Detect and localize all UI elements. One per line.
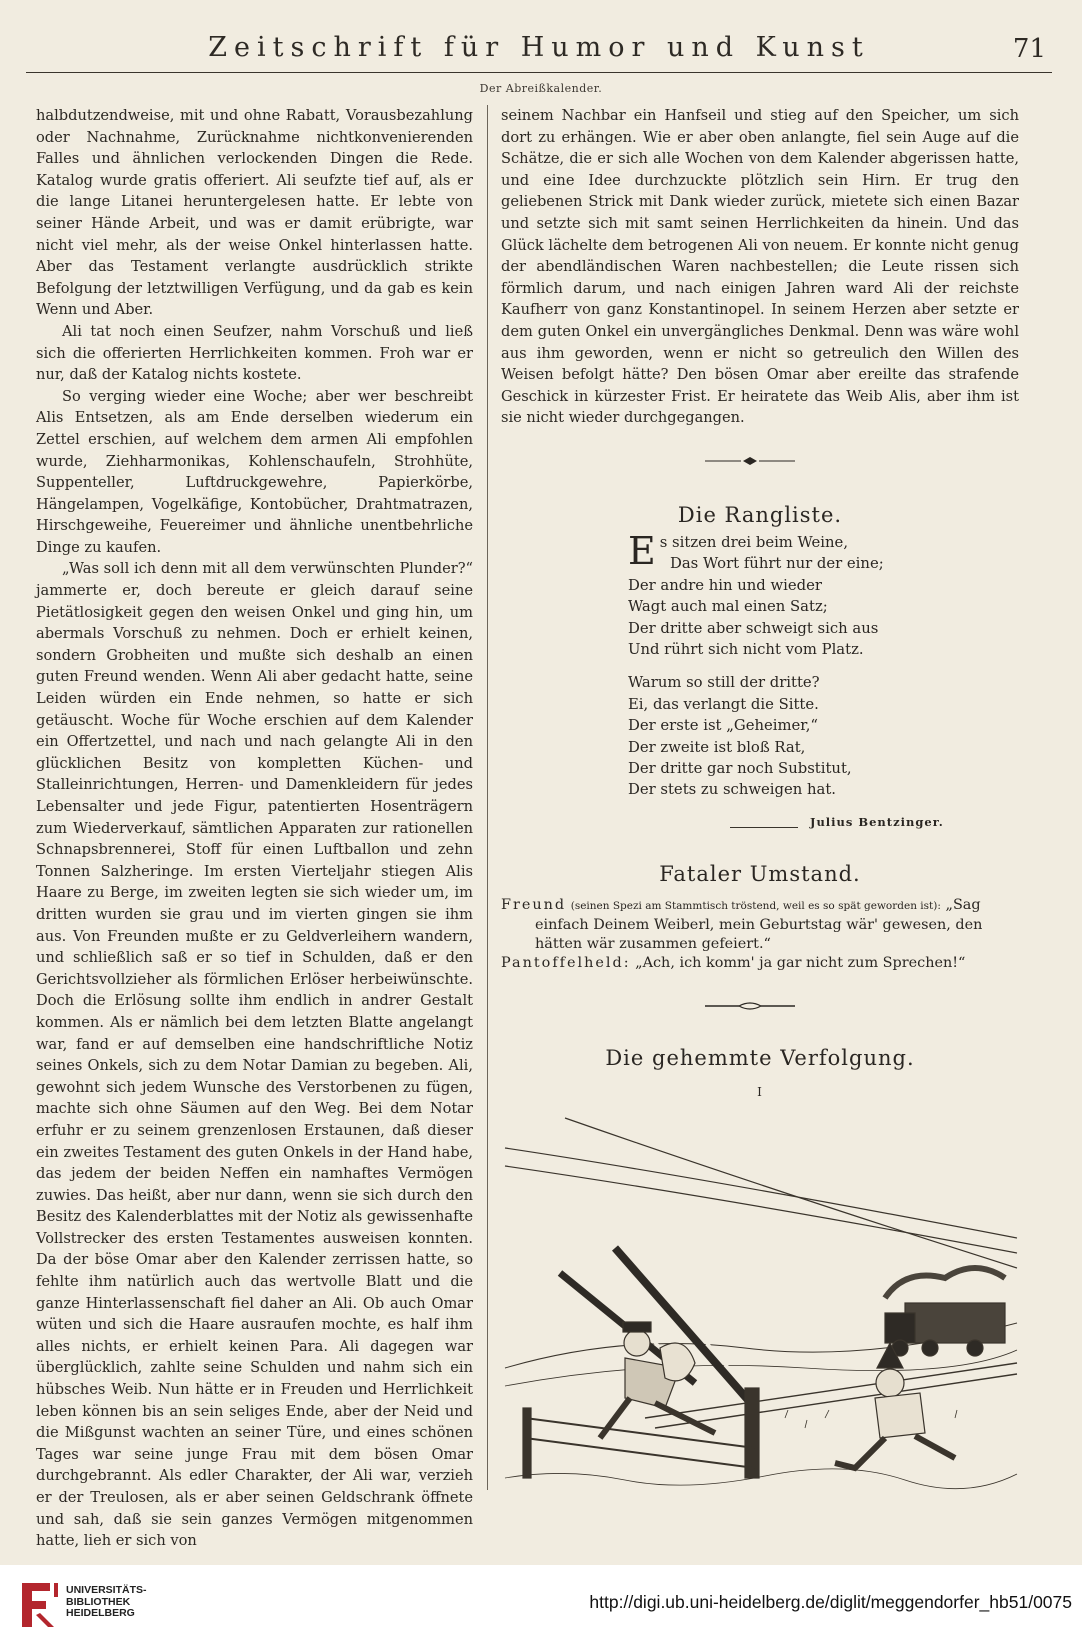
dialog-line-1: Freund (seinen Spezi am Stammtisch tröstend, weil es so spät geworden ist): „Sag	[501, 897, 981, 913]
poem-title: Die Rangliste.	[677, 503, 843, 527]
anecdote-title: Fataler Umstand.	[659, 862, 861, 886]
poem-line: Der zweite ist bloß Rat,	[628, 738, 806, 756]
poem-line: Warum so still der dritte?	[628, 674, 820, 692]
poem-line: Der stets zu schweigen hat.	[628, 781, 836, 799]
panel-number: I	[757, 1085, 763, 1099]
speaker: Pantoffelheld:	[501, 955, 631, 971]
anecdote-dialog	[501, 896, 1019, 973]
page-number: 71	[1012, 34, 1046, 64]
poem-author: Julius Bentzinger.	[810, 815, 944, 829]
paragraph: Ali tat noch einen Seufzer, nahm Vorschuß und ließ sich die offerierten Herrlichkeiten kommen. Froh war er nur, daß der Katalog nichts kostete.	[36, 322, 473, 384]
paragraph: halbdutzendweise, mit und ohne Rabatt, Vorausbezahlung oder Nachnahme, Zurücknahme nichtkonvenierenden Falles und ähnlichen verlockenden Dingen die Rede. Katalog wurde gratis offeriert. Ali seufzte tief auf, als er die lange Litanei heruntergelesen hatte. Er lebte von seiner Hände Arbeit, und was er damit erübrigte, war nicht viel mehr, als der weise Onkel hinterlassen hatte. Aber das Testament verlangte ausdrücklich strikte Befolgung der letztwilligen Verfügung, und da gab es kein Wenn und Aber.	[36, 107, 473, 319]
page-header	[26, 28, 1052, 73]
poem-line: Der dritte gar noch Substitut,	[628, 760, 852, 778]
paragraph: So verging wieder eine Woche; aber wer beschreibt Alis Entsetzen, als am Ende derselben wiederum ein Zettel erschien, auf welchem dem armen Ali empfohlen wurde, Ziehharmonikas, Kohlenschaufeln, Strohhüte, Suppenteller, Luftdruckgewehre, Papierkörbe, Hängelampen, Vogelkäfige, Kontobücher, Drahtmatrazen, Hirschgeweihe, Feuereimer und ähnliche unentbehrliche Dinge zu kaufen.	[36, 387, 473, 556]
dialog-line-2: Pantoffelheld: „Ach, ich komm' ja gar nicht zum Sprechen!“	[501, 955, 966, 971]
poem-line: Das Wort führt nur der eine;	[670, 555, 884, 573]
story-running-title: Der Abreißkalender.	[479, 82, 603, 95]
poem-line: Der dritte aber schweigt sich aus	[628, 619, 879, 637]
poem-line: Und rührt sich nicht vom Platz.	[628, 641, 864, 659]
dialog-continuation: einfach Deinem Weiberl, mein Geburtstag wär' gewesen, den	[535, 917, 983, 933]
ornament-divider	[705, 1001, 795, 1011]
poem	[628, 529, 988, 801]
poem-line: Wagt auch mal einen Satz;	[628, 598, 828, 616]
footer-bar	[0, 1565, 1082, 1642]
comic-illustration	[505, 1118, 1017, 1498]
speaker: Freund	[501, 897, 567, 913]
poem-line: Der andre hin und wieder	[628, 576, 822, 594]
source-url[interactable]: http://digi.ub.uni-heidelberg.de/diglit/meggendorfer_hb51/0075	[589, 1592, 1072, 1612]
stage-direction: (seinen Spezi am Stammtisch tröstend, weil es so spät geworden ist):	[570, 900, 941, 912]
column-divider	[487, 105, 488, 1490]
dialog-continuation: hätten wär zusammen gefeiert.“	[535, 936, 771, 952]
ornament-divider	[705, 456, 795, 466]
library-name: UNIVERSITÄTS- BIBLIOTHEK HEIDELBERG	[66, 1584, 147, 1619]
poem-first-line: Es sitzen drei beim Weine,	[628, 529, 849, 573]
poem-line: Der erste ist „Geheimer,“	[628, 717, 818, 735]
paragraph: seinem Nachbar ein Hanfseil und stieg auf den Speicher, um sich dort zu erhängen. Wie er aber oben anlangte, fiel sein Auge auf die Schätze, die er sich alle Wochen von dem Kalender abgerissen hatte, und eine Idee durchzuckte plötzlich sein Hirn. Er trug den geliebenen Strick mit Dank wieder zurück, mietete sich einen Bazar und setzte sich mit samt seinen Herrlichkeiten da hinein. Und das Glück lächelte dem betrogenen Ali von neuem. Er konnte nicht genug der abendländischen Waren nachbestellen; die Leute rissen sich förmlich darum, und nach einigen Jahren ward Ali der reichste Kaufherr von ganz Konstantinopel. In seinem Herzen aber setzte er dem guten Onkel ein unvergängliches Denkmal. Denn was wäre wohl aus ihm geworden, wenn er nicht so getreulich den Willen des Weisen befolgt hätte? Den bösen Omar aber ereilte das strafende Geschick in kürzester Frist. Er heiratete das Weib Alis, aber ihm ist sie nicht wieder durchgegangen.	[501, 107, 1019, 427]
short-rule	[730, 827, 798, 828]
poem-line: Ei, das verlangt die Sitte.	[628, 695, 819, 713]
library-logo	[14, 1577, 62, 1633]
paragraph: „Was soll ich denn mit all dem verwünschten Plunder?“ jammerte er, doch bereute er gleich darauf seine Pietätlosigkeit gegen den weisen Onkel und ging hin, um abermals Vorschuß zu nehmen. Doch er erhielt keinen, sondern Grobheiten und mußte sich deshalb an einen guten Freund wenden. Wenn Ali aber gedacht hatte, seine Leiden würden ein Ende nehmen, so hatte er sich getäuscht. Woche für Woche erschien auf dem Kalender ein Offertzettel, und nach und nach gelangte Ali in den glücklichen Besitz von kompletten Küchen- und Stalleinrichtungen, Herren- und Damenkleidern für jedes Lebensalter und jede Figur, patentierten Hosenträgern zum Wiederverkauf, sämtlichen Apparaten zur rationellen Schnapsbrennerei, Stoff für einen Luftballon und zehn Tonnen Salzheringe. Im ersten Vierteljahr stiegen Alis Haare zu Berge, im zweiten legten sie sich wieder um, im dritten wurden sie grau und im vierten gingen sie ihm aus. Von Freunden mußte er zu Geldverleihern wandern, und schließlich saß er so tief in Schulden, daß er den Gerichtsvollzieher als förmlichen Erlöser herbeiwünschte. Doch die Erlösung sollte ihm endlich in andrer Gestalt kommen. Als er nämlich bei dem letzten Blatte angelangt war, fand er auf demselben eine handschriftliche Notiz seines Onkels, sich zu dem Notar Damian zu begeben. Ali, gewohnt sich jedem Wunsche des Verstorbenen zu fügen, machte sich ohne Säumen auf den Weg. Bei dem Notar erfuhr er zu seinem grenzenlosen Erstaunen, daß dieser ein zweites Testament des guten Onkels in der Hand habe, das jedem der beiden Neffen ein namhaftes Vermögen zuwies. Das heißt, aber nur dann, wenn sie sich durch den Besitz des Kalenderblattes mit der Notiz als gewissenhafte Vollstrecker des ersten Testamentes ausweisen konnten. Da der böse Omar aber den Kalender zerrissen hatte, so fehlte ihm natürlich auch das wertvolle Blatt und die ganze Hinterlassenschaft fiel daher an Ali. Ob auch Omar wüten und sich die Haare ausraufen mochte, es half ihm alles nichts, er erhielt keinen Para. Ali dagegen war überglücklich, zahlte seine Schulden und nahm sich ein hübsches Weib. Nun hätte er in Freuden und Herrlichkeit leben können bis an sein seliges Ende, aber der Neid und die Mißgunst wachten an seiner Türe, und eines schönen Tages war seine junge Frau mit dem bösen Omar durchgebrannt. Als edler Charakter, der Ali war, verzieh er der Treulosen, als er aber seinen Geldschrank öffnete und sah, daß sie sein ganzes Vermögen mitgenommen hatte, lieh er sich von	[36, 560, 473, 1550]
journal-title: Zeitschrift für Humor und Kunst	[208, 32, 870, 63]
right-text-column	[501, 105, 1019, 429]
comic-title: Die gehemmte Verfolgung.	[605, 1046, 915, 1070]
left-text-column	[36, 105, 473, 1550]
drop-cap: E	[628, 529, 656, 573]
